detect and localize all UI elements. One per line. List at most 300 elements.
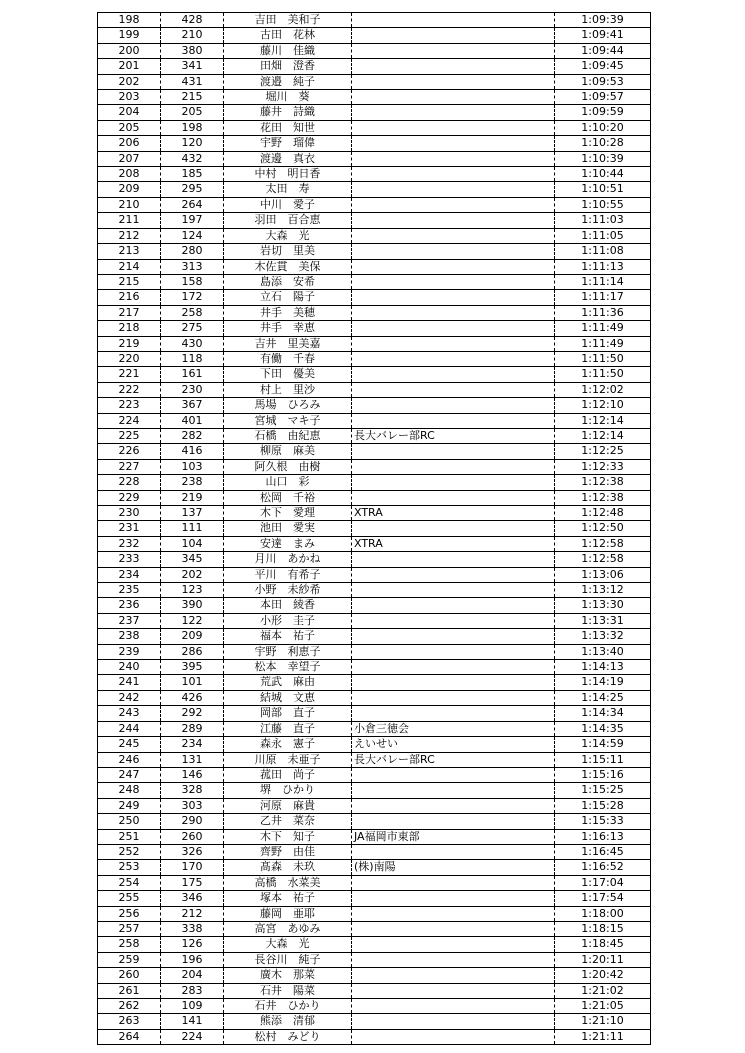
rank-cell: 214 — [98, 259, 161, 274]
runner-name-cell: 堀川 葵 — [224, 90, 352, 105]
rank-cell: 237 — [98, 613, 161, 628]
rank-cell: 243 — [98, 706, 161, 721]
rank-cell: 238 — [98, 629, 161, 644]
team-cell — [352, 59, 555, 74]
bib-number-cell: 345 — [161, 552, 224, 567]
table-row — [98, 321, 651, 336]
bib-number-cell: 346 — [161, 891, 224, 906]
rank-cell: 236 — [98, 598, 161, 613]
rank-cell: 212 — [98, 228, 161, 243]
bib-number-cell: 234 — [161, 737, 224, 752]
table-row — [98, 444, 651, 459]
runner-name-cell: 月川 あかね — [224, 552, 352, 567]
results-sheet — [97, 12, 645, 1045]
bib-number-cell: 118 — [161, 351, 224, 366]
rank-cell: 248 — [98, 783, 161, 798]
rank-cell: 253 — [98, 860, 161, 875]
table-row — [98, 274, 651, 289]
team-cell — [352, 274, 555, 289]
rank-cell: 215 — [98, 274, 161, 289]
team-cell — [352, 475, 555, 490]
rank-cell: 204 — [98, 105, 161, 120]
finish-time-cell: 1:14:25 — [555, 690, 651, 705]
bib-number-cell: 430 — [161, 336, 224, 351]
team-cell — [352, 675, 555, 690]
bib-number-cell: 120 — [161, 136, 224, 151]
finish-time-cell: 1:10:39 — [555, 151, 651, 166]
table-row — [98, 536, 651, 551]
rank-cell: 216 — [98, 290, 161, 305]
runner-name-cell: 渡邊 真衣 — [224, 151, 352, 166]
team-cell — [352, 660, 555, 675]
finish-time-cell: 1:11:50 — [555, 367, 651, 382]
runner-name-cell: 木佐貫 美保 — [224, 259, 352, 274]
finish-time-cell: 1:15:33 — [555, 814, 651, 829]
team-cell — [352, 120, 555, 135]
finish-time-cell: 1:09:59 — [555, 105, 651, 120]
table-row — [98, 74, 651, 89]
team-cell — [352, 567, 555, 582]
team-cell — [352, 644, 555, 659]
team-cell — [352, 28, 555, 43]
team-cell — [352, 706, 555, 721]
bib-number-cell: 238 — [161, 475, 224, 490]
runner-name-cell: 井手 幸恵 — [224, 321, 352, 336]
bib-number-cell: 137 — [161, 506, 224, 521]
bib-number-cell: 295 — [161, 182, 224, 197]
runner-name-cell: 有働 千春 — [224, 351, 352, 366]
runner-name-cell: 田畑 澄香 — [224, 59, 352, 74]
rank-cell: 224 — [98, 413, 161, 428]
bib-number-cell: 170 — [161, 860, 224, 875]
runner-name-cell: 島添 安希 — [224, 274, 352, 289]
rank-cell: 258 — [98, 937, 161, 952]
runner-name-cell: 小野 未紗希 — [224, 583, 352, 598]
runner-name-cell: 下田 優美 — [224, 367, 352, 382]
rank-cell: 261 — [98, 983, 161, 998]
table-row — [98, 13, 651, 28]
bib-number-cell: 390 — [161, 598, 224, 613]
team-cell — [352, 999, 555, 1014]
bib-number-cell: 103 — [161, 459, 224, 474]
bib-number-cell: 326 — [161, 844, 224, 859]
bib-number-cell: 286 — [161, 644, 224, 659]
finish-time-cell: 1:17:04 — [555, 875, 651, 890]
runner-name-cell: 髙森 未玖 — [224, 860, 352, 875]
team-cell — [352, 490, 555, 505]
runner-name-cell: 高橋 水菜美 — [224, 875, 352, 890]
table-row — [98, 490, 651, 505]
finish-time-cell: 1:12:38 — [555, 490, 651, 505]
runner-name-cell: 太田 寿 — [224, 182, 352, 197]
finish-time-cell: 1:13:30 — [555, 598, 651, 613]
table-row — [98, 197, 651, 212]
table-row — [98, 968, 651, 983]
table-row — [98, 660, 651, 675]
bib-number-cell: 124 — [161, 228, 224, 243]
rank-cell: 251 — [98, 829, 161, 844]
table-row — [98, 552, 651, 567]
rank-cell: 222 — [98, 382, 161, 397]
rank-cell: 199 — [98, 28, 161, 43]
runner-name-cell: 藤岡 亜耶 — [224, 906, 352, 921]
table-row — [98, 767, 651, 782]
table-row — [98, 351, 651, 366]
team-cell — [352, 1014, 555, 1029]
finish-time-cell: 1:17:54 — [555, 891, 651, 906]
team-cell: XTRA — [352, 506, 555, 521]
finish-time-cell: 1:14:59 — [555, 737, 651, 752]
bib-number-cell: 123 — [161, 583, 224, 598]
rank-cell: 228 — [98, 475, 161, 490]
team-cell: 長大バレー部RC — [352, 428, 555, 443]
runner-name-cell: 中村 明日香 — [224, 167, 352, 182]
rank-cell: 264 — [118, 1029, 140, 1043]
runner-name-cell: 吉井 里美嘉 — [224, 336, 352, 351]
bib-number-cell: 198 — [161, 120, 224, 135]
finish-time-cell: 1:12:14 — [555, 428, 651, 443]
runner-name-cell: 花田 知世 — [224, 120, 352, 135]
rank-cell: 233 — [98, 552, 161, 567]
team-cell: (株)南陽 — [352, 860, 555, 875]
team-cell — [352, 921, 555, 936]
finish-time-cell: 1:14:35 — [555, 721, 651, 736]
team-cell: XTRA — [352, 536, 555, 551]
runner-name-cell: 本田 綾香 — [224, 598, 352, 613]
finish-time-cell: 1:13:12 — [555, 583, 651, 598]
bib-number-cell: 328 — [161, 783, 224, 798]
table-row — [98, 151, 651, 166]
table-row — [98, 690, 651, 705]
finish-time-cell: 1:12:02 — [555, 382, 651, 397]
team-cell — [352, 629, 555, 644]
team-cell — [352, 382, 555, 397]
runner-name-cell: 齊野 由佳 — [224, 844, 352, 859]
runner-name-cell: 山口 彩 — [224, 475, 352, 490]
bib-number-cell: 215 — [161, 90, 224, 105]
finish-time-cell: 1:15:28 — [555, 798, 651, 813]
finish-time-cell: 1:16:45 — [555, 844, 651, 859]
team-cell — [352, 244, 555, 259]
table-row — [98, 398, 651, 413]
finish-time-cell: 1:16:52 — [555, 860, 651, 875]
finish-time-cell: 1:14:13 — [555, 660, 651, 675]
finish-time-cell: 1:14:19 — [555, 675, 651, 690]
rank-cell: 255 — [98, 891, 161, 906]
bib-number-cell: 101 — [161, 675, 224, 690]
runner-name-cell: 松本 幸望子 — [224, 660, 352, 675]
bib-number-cell: 275 — [161, 321, 224, 336]
team-cell — [352, 814, 555, 829]
table-row — [98, 136, 651, 151]
table-row — [98, 90, 651, 105]
team-cell: えいせい — [352, 737, 555, 752]
bib-number-cell: 416 — [161, 444, 224, 459]
bib-number-cell: 431 — [161, 74, 224, 89]
bib-number-cell: 338 — [161, 921, 224, 936]
team-cell — [352, 906, 555, 921]
finish-time-cell: 1:12:14 — [555, 413, 651, 428]
team-cell — [352, 336, 555, 351]
runner-name-cell: 中川 愛子 — [224, 197, 352, 212]
team-cell — [352, 783, 555, 798]
table-row — [98, 875, 651, 890]
rank-cell: 249 — [98, 798, 161, 813]
finish-time-cell: 1:18:15 — [555, 921, 651, 936]
team-cell — [352, 259, 555, 274]
rank-cell: 241 — [98, 675, 161, 690]
bib-number-cell: 158 — [161, 274, 224, 289]
bib-number-cell: 432 — [161, 151, 224, 166]
finish-time-cell: 1:15:25 — [555, 783, 651, 798]
team-cell — [352, 983, 555, 998]
table-row — [98, 829, 651, 844]
table-row — [98, 382, 651, 397]
finish-time-cell: 1:10:51 — [555, 182, 651, 197]
bib-number-cell: 197 — [161, 213, 224, 228]
runner-name-cell: 石井 ひかり — [224, 999, 352, 1014]
finish-time-cell: 1:20:11 — [555, 952, 651, 967]
team-cell — [352, 351, 555, 366]
table-row — [98, 213, 651, 228]
table-row — [98, 706, 651, 721]
bib-number-cell: 395 — [161, 660, 224, 675]
runner-name-cell: 川原 未亜子 — [224, 752, 352, 767]
table-row — [98, 937, 651, 952]
table-row — [98, 814, 651, 829]
runner-name-cell: 塚本 祐子 — [224, 891, 352, 906]
runner-name-cell: 馬場 ひろみ — [224, 398, 352, 413]
table-row — [98, 428, 651, 443]
team-cell — [352, 613, 555, 628]
rank-cell: 245 — [98, 737, 161, 752]
table-row — [98, 613, 651, 628]
finish-time-cell: 1:11:13 — [555, 259, 651, 274]
table-row — [98, 43, 651, 58]
bib-number-cell: 230 — [161, 382, 224, 397]
runner-name-cell: 福本 祐子 — [224, 629, 352, 644]
team-cell — [352, 968, 555, 983]
runner-name-cell: 荒武 麻由 — [224, 675, 352, 690]
rank-cell: 254 — [98, 875, 161, 890]
finish-time-cell: 1:13:06 — [555, 567, 651, 582]
finish-time-cell: 1:11:36 — [555, 305, 651, 320]
runner-name-cell: 宇野 利恵子 — [224, 644, 352, 659]
team-cell — [352, 552, 555, 567]
bib-number-cell: 292 — [161, 706, 224, 721]
table-row — [98, 891, 651, 906]
team-cell — [352, 937, 555, 952]
rank-cell: 223 — [98, 398, 161, 413]
rank-cell: 208 — [98, 167, 161, 182]
bib-number-cell: 282 — [161, 428, 224, 443]
rank-cell: 246 — [98, 752, 161, 767]
team-cell — [352, 398, 555, 413]
table-row — [98, 906, 651, 921]
table-row — [98, 521, 651, 536]
table-row — [98, 59, 651, 74]
table-row — [98, 305, 651, 320]
table-row — [98, 675, 651, 690]
runner-name-cell: 乙井 菜奈 — [224, 814, 352, 829]
team-cell — [352, 583, 555, 598]
runner-name-cell: 平川 有希子 — [224, 567, 352, 582]
runner-name-cell: 小形 圭子 — [224, 613, 352, 628]
bib-number-cell: 367 — [161, 398, 224, 413]
finish-time-cell: 1:10:20 — [555, 120, 651, 135]
team-cell — [352, 182, 555, 197]
team-cell — [352, 690, 555, 705]
finish-time-cell: 1:11:14 — [555, 274, 651, 289]
team-cell — [352, 844, 555, 859]
runner-name-cell: 柳原 麻美 — [224, 444, 352, 459]
team-cell — [352, 367, 555, 382]
runner-name-cell: 大森 光 — [224, 937, 352, 952]
rank-cell: 240 — [98, 660, 161, 675]
finish-time-cell: 1:13:32 — [555, 629, 651, 644]
rank-cell: 239 — [98, 644, 161, 659]
finish-time-cell: 1:10:28 — [555, 136, 651, 151]
finish-time-cell: 1:09:44 — [555, 43, 651, 58]
team-cell — [352, 167, 555, 182]
finish-time-cell: 1:20:42 — [555, 968, 651, 983]
runner-name-cell: 立石 陽子 — [224, 290, 352, 305]
runner-name-cell: 池田 愛実 — [224, 521, 352, 536]
table-row — [98, 244, 651, 259]
team-cell — [352, 13, 555, 28]
team-cell — [352, 444, 555, 459]
bib-number-cell: 428 — [161, 13, 224, 28]
table-row — [98, 783, 651, 798]
table-row — [98, 983, 651, 998]
runner-name-cell: 松岡 千裕 — [224, 490, 352, 505]
finish-time-cell: 1:09:39 — [555, 13, 651, 28]
table-row — [98, 752, 651, 767]
bib-number-cell: 212 — [161, 906, 224, 921]
table-row — [98, 860, 651, 875]
team-cell — [352, 228, 555, 243]
runner-name-cell: 渡邉 純子 — [224, 74, 352, 89]
runner-name-cell: 岡部 直子 — [224, 706, 352, 721]
bib-number-cell: 141 — [161, 1014, 224, 1029]
team-cell — [352, 413, 555, 428]
rank-cell: 202 — [98, 74, 161, 89]
rank-cell: 207 — [98, 151, 161, 166]
table-row — [98, 413, 651, 428]
rank-cell: 226 — [98, 444, 161, 459]
bib-number-cell: 104 — [161, 536, 224, 551]
runner-name-cell: 羽田 百合恵 — [224, 213, 352, 228]
table-row — [98, 336, 651, 351]
rank-cell: 244 — [98, 721, 161, 736]
finish-time-cell: 1:09:41 — [555, 28, 651, 43]
team-cell — [352, 197, 555, 212]
table-row — [98, 120, 651, 135]
runner-name-cell: 結城 文恵 — [224, 690, 352, 705]
rank-cell: 229 — [98, 490, 161, 505]
team-cell: 長大バレー部RC — [352, 752, 555, 767]
table-row — [98, 921, 651, 936]
team-cell: JA福岡市東部 — [352, 829, 555, 844]
table-row — [98, 167, 651, 182]
rank-cell: 221 — [98, 367, 161, 382]
bib-number-cell: 175 — [161, 875, 224, 890]
table-row — [98, 259, 651, 274]
team-cell — [352, 598, 555, 613]
team-cell — [352, 43, 555, 58]
table-row — [98, 28, 651, 43]
team-cell — [352, 74, 555, 89]
team-cell — [352, 136, 555, 151]
rank-cell: 234 — [98, 567, 161, 582]
bib-number-cell: 260 — [161, 829, 224, 844]
finish-time-cell: 1:16:13 — [555, 829, 651, 844]
rank-cell: 231 — [98, 521, 161, 536]
bib-number-cell: 205 — [161, 105, 224, 120]
bib-number-cell: 210 — [161, 28, 224, 43]
bib-number-cell: 280 — [161, 244, 224, 259]
table-row — [98, 583, 651, 598]
finish-time-cell: 1:11:03 — [555, 213, 651, 228]
finish-time-cell: 1:12:10 — [555, 398, 651, 413]
runner-name-cell: 藤井 詩織 — [224, 105, 352, 120]
finish-time-cell: 1:18:45 — [555, 937, 651, 952]
rank-cell: 242 — [98, 690, 161, 705]
rank-cell: 256 — [98, 906, 161, 921]
table-row — [98, 1014, 651, 1029]
team-cell — [352, 290, 555, 305]
finish-time-cell: 1:12:33 — [555, 459, 651, 474]
results-table — [97, 12, 651, 1045]
bib-number-cell: 289 — [161, 721, 224, 736]
table-row — [98, 844, 651, 859]
finish-time-cell: 1:15:11 — [555, 752, 651, 767]
runner-name-cell: 森永 憲子 — [224, 737, 352, 752]
runner-name-cell: 河原 麻貴 — [224, 798, 352, 813]
runner-name-cell: 石橋 由紀恵 — [224, 428, 352, 443]
rank-cell: 230 — [98, 506, 161, 521]
bib-number-cell: 303 — [161, 798, 224, 813]
rank-cell: 227 — [98, 459, 161, 474]
table-row — [98, 798, 651, 813]
finish-time-cell: 1:10:55 — [555, 197, 651, 212]
team-cell: 小倉三徳会 — [352, 721, 555, 736]
bib-number-cell: 146 — [161, 767, 224, 782]
team-cell — [352, 151, 555, 166]
team-cell — [352, 521, 555, 536]
table-row — [98, 999, 651, 1014]
runner-name-cell: 井手 美穂 — [224, 305, 352, 320]
finish-time-cell: 1:21:11 — [555, 1029, 651, 1044]
bib-number-cell: 161 — [161, 367, 224, 382]
table-row — [98, 629, 651, 644]
rank-cell: 257 — [98, 921, 161, 936]
bib-number-cell: 401 — [161, 413, 224, 428]
runner-name-cell: 藤川 佳織 — [224, 43, 352, 58]
finish-time-cell: 1:12:38 — [555, 475, 651, 490]
finish-time-cell: 1:12:25 — [555, 444, 651, 459]
team-cell — [352, 305, 555, 320]
table-row — [98, 567, 651, 582]
bib-number-cell: 264 — [161, 197, 224, 212]
table-row — [98, 721, 651, 736]
finish-time-cell: 1:11:49 — [555, 336, 651, 351]
bib-number-cell: 122 — [161, 613, 224, 628]
runner-name-cell: 松村 みどり — [224, 1029, 352, 1044]
team-cell — [352, 1029, 555, 1044]
rank-cell: 213 — [98, 244, 161, 259]
rank-cell: 206 — [98, 136, 161, 151]
